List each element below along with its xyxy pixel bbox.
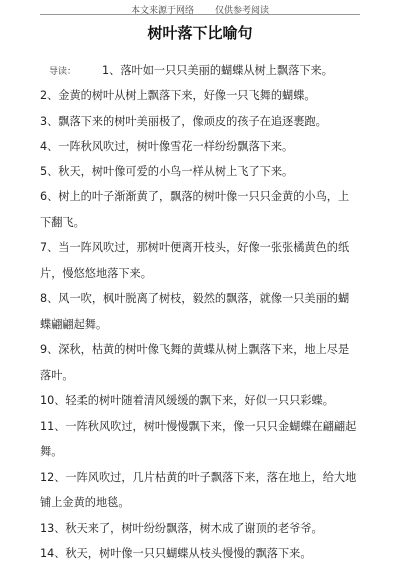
text-line: 7、当一阵风吹过，那树叶便离开枝头，好像一张张橘黄色的纸 xyxy=(40,241,350,254)
reference-note: 仅供参考阅读 xyxy=(214,6,269,16)
text-line: 4、一阵秋风吹过，树叶像雪花一样纷纷飘落下来。 xyxy=(40,140,294,153)
text-line: 8、风一吹，枫叶脱离了树枝，毅然的飘落，就像一只美丽的蝴 xyxy=(40,292,350,305)
text-line: 3、飘落下来的树叶美丽极了，像顽皮的孩子在追逐裹跑。 xyxy=(40,115,327,128)
text-line: 片，慢悠悠地落下来。 xyxy=(40,267,152,280)
text-line: 2、金黄的树叶从树上飘落下来，好像一只飞舞的蝴蝶。 xyxy=(40,89,316,102)
text-line xyxy=(40,64,360,79)
text-line: 10、轻柔的树叶随着清风缓缓的飘下来，好似一只只彩蝶。 xyxy=(40,394,334,407)
text-line: 9、深秋，枯黄的树叶像飞舞的黄蝶从树上飘落下来，地上尽是 xyxy=(40,343,350,356)
text-line: 舞。 xyxy=(40,445,63,458)
text-line: 蝶翩翩起舞。 xyxy=(40,318,108,331)
line-text: 1、落叶如一只只美丽的蝴蝶从树上飘落下来。 xyxy=(102,64,333,77)
text-line: 12、一阵风吹过，几片枯黄的叶子飘落下来，落在地上，给大地 xyxy=(40,471,357,484)
text-line: 铺上金黄的地毯。 xyxy=(40,496,130,509)
text-line: 13、秋天来了，树叶纷纷飘落，树木成了谢顶的老爷爷。 xyxy=(40,522,323,535)
text-line: 下翻飞。 xyxy=(40,216,85,229)
source-note: 本文来源于网络 xyxy=(131,6,195,16)
text-line: 14、秋天，树叶像一只只蝴蝶从枝头慢慢的飘落下来。 xyxy=(40,547,312,560)
lead-label: 导读： xyxy=(49,67,77,77)
header-divider xyxy=(40,14,360,15)
text-line: 落叶。 xyxy=(40,369,74,382)
page-title: 树叶落下比喻句 xyxy=(147,24,253,42)
text-line: 5、秋天，树叶像可爱的小鸟一样从树上飞了下来。 xyxy=(40,165,294,178)
text-line: 6、树上的叶子渐渐黄了，飘落的树叶像一只只金黄的小鸟，上 xyxy=(40,190,350,203)
text-line: 11、一阵秋风吹过，树叶慢慢飘下来，像一只只金蝴蝶在翩翩起 xyxy=(40,420,357,433)
